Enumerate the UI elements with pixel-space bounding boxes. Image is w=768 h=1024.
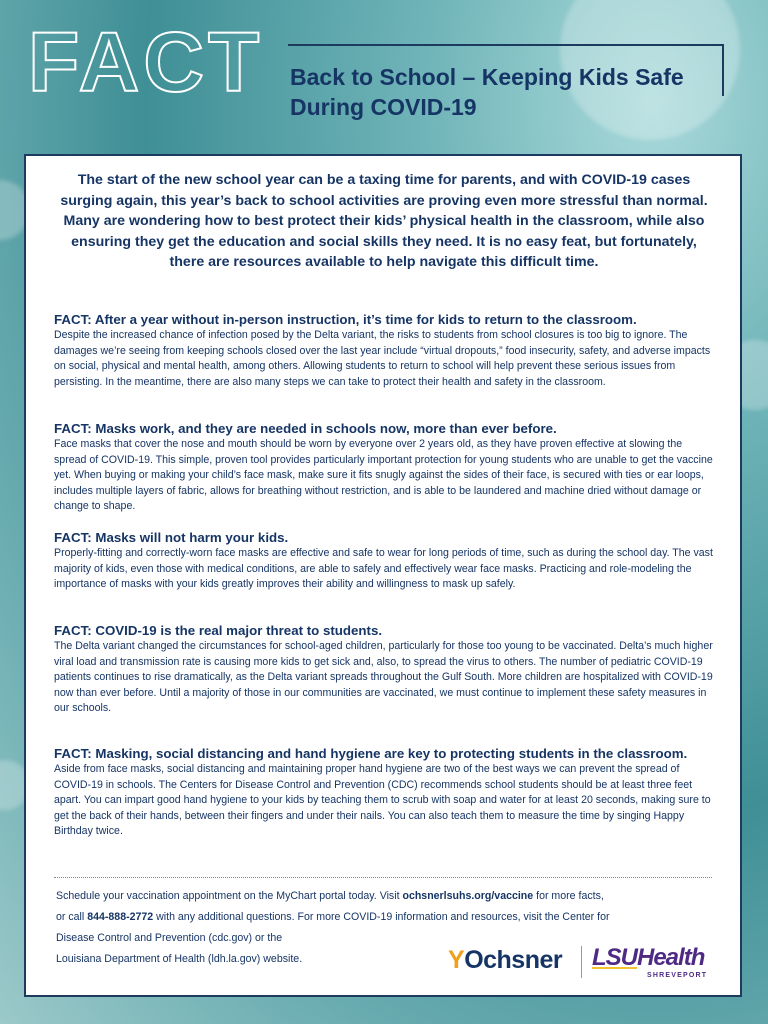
- fact-body: Properly-fitting and correctly-worn face masks are effective and safe to wear for long periods of time, such as during the school day. The vast majority of kids, even those with medical conditions, are able to safely and effectively wear face masks. Practicing and role-modeling the importance of masks with your kids greatly improves their ability and willingness to mask up safely.: [54, 547, 713, 591]
- fact-label: FACT:: [54, 421, 92, 436]
- fact-section: [54, 530, 714, 593]
- fact-label: FACT:: [54, 623, 92, 638]
- health-wordmark: Health: [637, 944, 705, 971]
- fact-section: [54, 312, 714, 390]
- fact-body: Aside from face masks, social distancing and maintaining proper hand hygiene are two of the best ways we can prevent the spread of COVID-19 in schools. The Centers for Disease Control and Prevention (CDC) recommends school students should be at least three feet apart. You can impart good hand hygiene to your kids by teaching them to scrub with soap and water for at least 20 seconds, making sure to get the back of their hands, between their fingers and under their nails. You can also teach them to measure the time by singing Happy Birthday twice.: [54, 763, 711, 838]
- footer-text-segment: Schedule your vaccination appointment on the MyChart portal today. Visit: [56, 890, 403, 902]
- footer-text-segment: with any additional questions. For more COVID-19 information and resources, visit the Center for: [153, 911, 610, 923]
- fact-label: FACT:: [54, 530, 92, 545]
- fact-heading-text: Masks work, and they are needed in schools now, more than ever before.: [91, 421, 557, 436]
- shreveport-wordmark: SHREVEPORT: [647, 972, 708, 979]
- fact-section: [54, 421, 714, 515]
- footer-text-segment: for more facts,: [533, 890, 604, 902]
- lsu-health-logo: [592, 944, 704, 972]
- fact-section: [54, 746, 714, 840]
- ochsner-logo: [448, 946, 562, 975]
- fact-body: Face masks that cover the nose and mouth should be worn by everyone over 2 years old, as they have proven effective at slowing the spread of COVID-19. This simple, proven tool provides particularly important protection for young students who are unable to get the vaccine yet. When buying or making your child’s face mask, make sure it fits snugly against the sides of their face, is secured with ties or ear loops, includes multiple layers of fabric, allows for breathing without restriction, and is able to be laundered and machine dried without damage or change to shape.: [54, 438, 713, 513]
- fact-heading: [54, 623, 714, 638]
- fact-label: FACT:: [54, 746, 92, 761]
- ochsner-wordmark: Ochsner: [464, 946, 563, 974]
- phone-number[interactable]: 844-888-2772: [87, 911, 154, 923]
- fact-heading: [54, 312, 714, 327]
- fact-section: [54, 623, 714, 717]
- vaccine-link[interactable]: ochsnerlsuhs.org/vaccine: [402, 890, 534, 902]
- fact-body: Despite the increased chance of infection posed by the Delta variant, the risks to students from school closures is too big to ignore. The damages we’re seeing from keeping schools closed over the last year include “virtual dropouts,” food insecurity, safety, and adverse impacts on social, physical and mental health, among others. Allowing students to return to school will help prevent these serious issues from persisting. In the meantime, there are also many steps we can take to protect their health and safety in the classroom.: [54, 329, 711, 388]
- footer-line-3: Disease Control and Prevention (cdc.gov) or the: [56, 932, 283, 944]
- lsu-wordmark: LSU: [592, 944, 637, 971]
- fact-heading-text: After a year without in-person instruction, it’s time for kids to return to the classroom.: [91, 312, 637, 327]
- footer-line-4: Louisiana Department of Health (ldh.la.gov) website.: [56, 953, 303, 965]
- fact-heading: [54, 746, 714, 761]
- intro-paragraph: The start of the new school year can be a taxing time for parents, and with COVID-19 cases surging again, this year’s back to school activities are proving even more stressful than normal. Many are wondering how to best protect their kids’ physical health in the classroom, while also ensuring they get the education and social skills they need. It is no easy feat, but fortunately, there are resources available to help navigate this difficult time.: [60, 172, 708, 270]
- footer-text-segment: or call: [56, 911, 88, 923]
- footer-divider: [54, 877, 712, 878]
- fact-heading-text: COVID-19 is the real major threat to students.: [91, 623, 383, 638]
- fact-heading-text: Masking, social distancing and hand hygiene are key to protecting students in the classroom.: [91, 746, 688, 761]
- ochsner-mark-icon: Y: [448, 946, 465, 974]
- footer-line-1: [56, 886, 726, 907]
- page-title: Back to School – Keeping Kids Safe During COVID-19: [290, 64, 684, 120]
- fact-heading: [54, 421, 714, 436]
- logo-divider: [581, 946, 582, 978]
- fact-body: The Delta variant changed the circumstances for school-aged children, particularly for those too young to be vaccinated. Delta’s much higher viral load and transmission rate is causing more kids to get sick and, also, to spread the virus to others. The number of pediatric COVID-19 patients continues to rise dramatically, as the Delta variant spreads throughout the Gulf South. More children are hospitalized with COVID-19 now than ever before. Until a majority of those in our communities are vaccinated, we must continue to implement these safety measures in our schools.: [54, 640, 713, 715]
- fact-heading: [54, 530, 714, 545]
- fact-heading-text: Masks will not harm your kids.: [91, 530, 289, 545]
- footer-line-2: [56, 907, 726, 928]
- fact-label: FACT:: [54, 312, 92, 327]
- fact-heading-outline: FACT: [28, 15, 264, 109]
- title-rule: [288, 44, 723, 46]
